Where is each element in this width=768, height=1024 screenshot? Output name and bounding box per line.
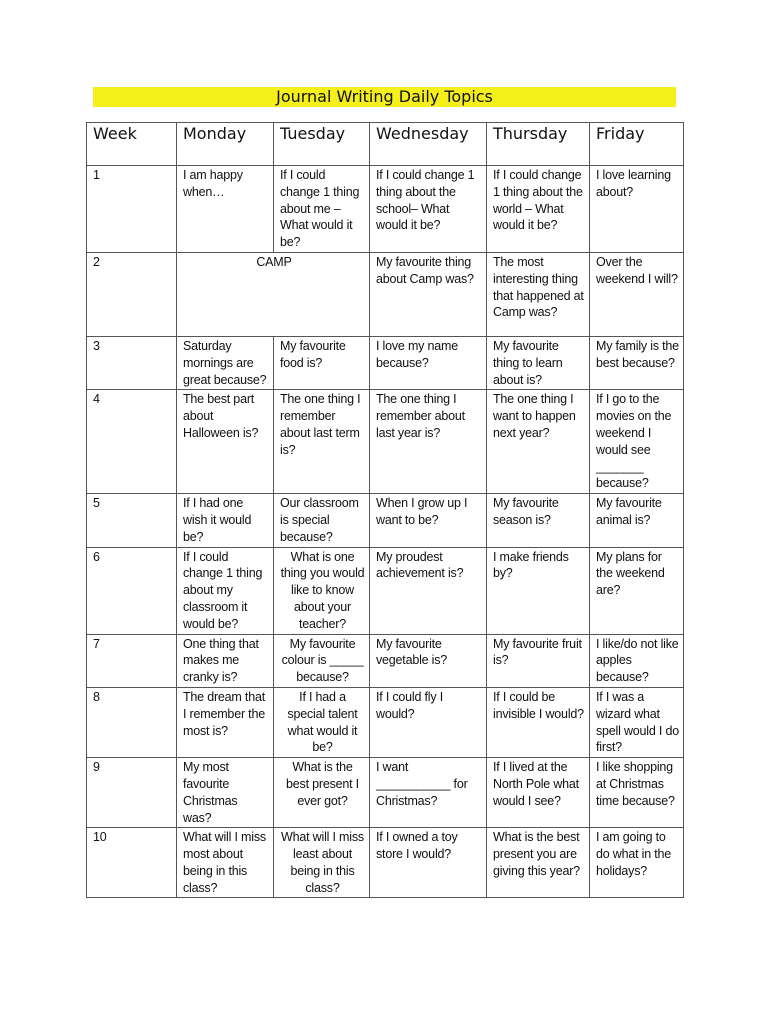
wednesday-topic: My proudest achievement is? <box>370 547 487 634</box>
monday-topic: Saturday mornings are great because? <box>177 336 274 389</box>
friday-topic: My favourite animal is? <box>590 494 684 547</box>
tuesday-topic: Our classroom is special because? <box>274 494 370 547</box>
friday-topic: I am going to do what in the holidays? <box>590 828 684 898</box>
monday-topic: If I could change 1 thing about my classroom it would be? <box>177 547 274 634</box>
thursday-topic: I make friends by? <box>487 547 590 634</box>
week-number: 4 <box>87 390 177 494</box>
monday-topic: The best part about Halloween is? <box>177 390 274 494</box>
week-number: 8 <box>87 687 177 757</box>
header-thursday: Thursday <box>487 123 590 166</box>
tuesday-topic: My favourite colour is _____ because? <box>274 634 370 687</box>
table-row <box>87 336 684 389</box>
table-row <box>87 634 684 687</box>
week-number: 1 <box>87 166 177 253</box>
week-number: 5 <box>87 494 177 547</box>
tuesday-topic: If I had a special talent what would it be? <box>274 687 370 757</box>
week-number: 10 <box>87 828 177 898</box>
table-row <box>87 828 684 898</box>
table-row <box>87 758 684 828</box>
wednesday-topic: If I could change 1 thing about the school– What would it be? <box>370 166 487 253</box>
monday-topic: The dream that I remember the most is? <box>177 687 274 757</box>
thursday-topic: What is the best present you are giving this year? <box>487 828 590 898</box>
table-row <box>87 494 684 547</box>
friday-topic: If I go to the movies on the weekend I would see _______ because? <box>590 390 684 494</box>
monday-topic: If I had one wish it would be? <box>177 494 274 547</box>
wednesday-topic: I love my name because? <box>370 336 487 389</box>
monday-topic: My most favourite Christmas was? <box>177 758 274 828</box>
tuesday-topic: What will I miss least about being in this class? <box>274 828 370 898</box>
week-number: 2 <box>87 252 177 336</box>
topics-table <box>86 122 684 898</box>
table-row <box>87 390 684 494</box>
header-monday: Monday <box>177 123 274 166</box>
friday-topic: I like/do not like apples because? <box>590 634 684 687</box>
thursday-topic: My favourite fruit is? <box>487 634 590 687</box>
friday-topic: If I was a wizard what spell would I do first? <box>590 687 684 757</box>
friday-topic: My family is the best because? <box>590 336 684 389</box>
wednesday-topic: My favourite thing about Camp was? <box>370 252 487 336</box>
friday-topic: Over the weekend I will? <box>590 252 684 336</box>
week-number: 9 <box>87 758 177 828</box>
friday-topic: My plans for the weekend are? <box>590 547 684 634</box>
monday-topic: What will I miss most about being in this class? <box>177 828 274 898</box>
table-row <box>87 166 684 253</box>
thursday-topic: My favourite season is? <box>487 494 590 547</box>
table-row <box>87 687 684 757</box>
document-title: Journal Writing Daily Topics <box>93 87 676 107</box>
header-row <box>87 123 684 166</box>
tuesday-topic: What is one thing you would like to know about your teacher? <box>274 547 370 634</box>
week-number: 6 <box>87 547 177 634</box>
wednesday-topic: If I could fly I would? <box>370 687 487 757</box>
header-week: Week <box>87 123 177 166</box>
wednesday-topic: The one thing I remember about last year is? <box>370 390 487 494</box>
friday-topic: I love learning about? <box>590 166 684 253</box>
table-row <box>87 547 684 634</box>
week-number: 3 <box>87 336 177 389</box>
week-number: 7 <box>87 634 177 687</box>
tuesday-topic: My favourite food is? <box>274 336 370 389</box>
header-friday: Friday <box>590 123 684 166</box>
table-row <box>87 252 684 336</box>
header-wednesday: Wednesday <box>370 123 487 166</box>
wednesday-topic: My favourite vegetable is? <box>370 634 487 687</box>
header-tuesday: Tuesday <box>274 123 370 166</box>
thursday-topic: If I could change 1 thing about the world – What would it be? <box>487 166 590 253</box>
tuesday-topic: If I could change 1 thing about me – What would it be? <box>274 166 370 253</box>
thursday-topic: If I lived at the North Pole what would I see? <box>487 758 590 828</box>
wednesday-topic: I want ___________ for Christmas? <box>370 758 487 828</box>
thursday-topic: The one thing I want to happen next year? <box>487 390 590 494</box>
wednesday-topic: When I grow up I want to be? <box>370 494 487 547</box>
thursday-topic: My favourite thing to learn about is? <box>487 336 590 389</box>
camp-cell: CAMP <box>177 252 370 336</box>
friday-topic: I like shopping at Christmas time because? <box>590 758 684 828</box>
thursday-topic: The most interesting thing that happened at Camp was? <box>487 252 590 336</box>
thursday-topic: If I could be invisible I would? <box>487 687 590 757</box>
tuesday-topic: What is the best present I ever got? <box>274 758 370 828</box>
wednesday-topic: If I owned a toy store I would? <box>370 828 487 898</box>
monday-topic: One thing that makes me cranky is? <box>177 634 274 687</box>
monday-topic: I am happy when… <box>177 166 274 253</box>
tuesday-topic: The one thing I remember about last term is? <box>274 390 370 494</box>
